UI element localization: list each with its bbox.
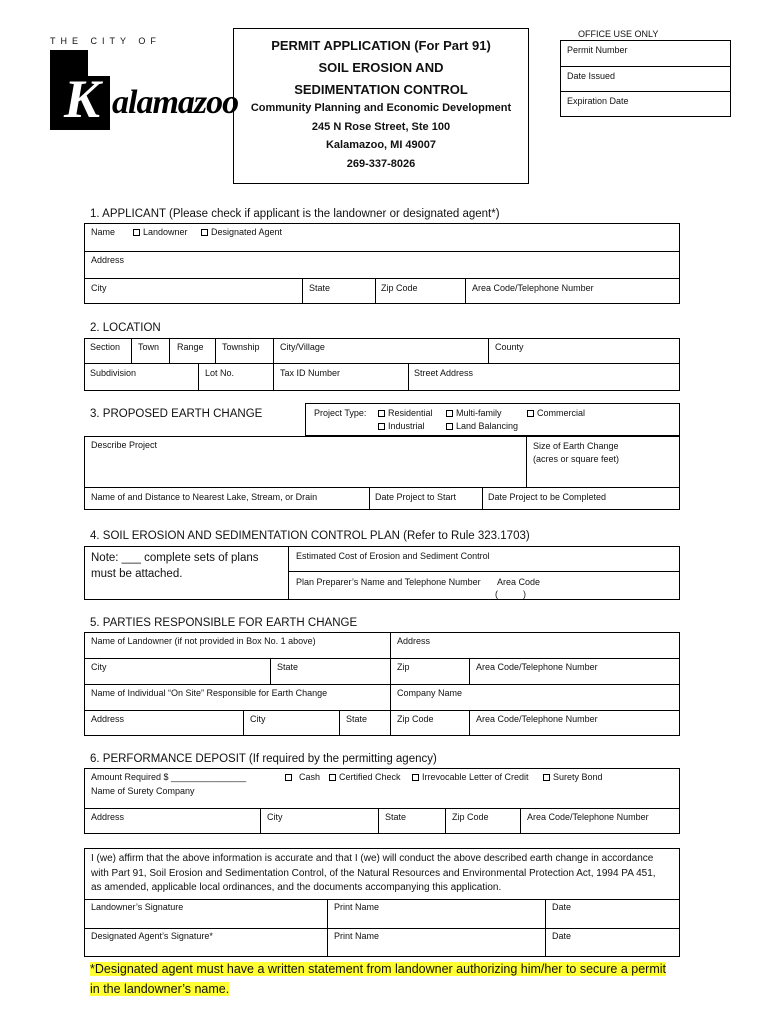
- affirmation-line-1: I (we) affirm that the above information is accurate and that I (we) will conduct the above described earth change in accordance: [91, 853, 654, 864]
- checkbox-icon: [527, 410, 534, 417]
- landowner-zip-field[interactable]: Zip: [397, 662, 410, 672]
- note-line-2: must be attached.: [91, 568, 183, 580]
- applicant-city-field[interactable]: City: [91, 283, 107, 293]
- checkbox-icon: [285, 774, 292, 781]
- date-start-field[interactable]: Date Project to Start: [375, 492, 457, 502]
- checkbox-icon: [446, 410, 453, 417]
- surety-address-field[interactable]: Address: [91, 812, 125, 822]
- checkbox-icon: [378, 410, 385, 417]
- section-6-heading: 6. PERFORMANCE DEPOSIT (If required by the permitting agency): [90, 753, 437, 765]
- permit-number-field[interactable]: Permit Number: [567, 45, 628, 55]
- affirmation-text: [91, 852, 656, 896]
- header-contact: [233, 99, 529, 173]
- nearest-water-field[interactable]: Name of and Distance to Nearest Lake, Stream, or Drain: [91, 492, 318, 502]
- checkbox-icon: [329, 774, 336, 781]
- date-issued-field[interactable]: Date Issued: [567, 71, 616, 81]
- area-code-field[interactable]: ( ): [495, 589, 526, 599]
- agent-date-field[interactable]: Date: [552, 931, 572, 941]
- office-use-title: OFFICE USE ONLY: [578, 29, 659, 39]
- residential-checkbox[interactable]: Residential: [378, 408, 433, 418]
- certified-check-checkbox[interactable]: Certified Check: [329, 772, 401, 782]
- surety-state-field[interactable]: State: [385, 812, 407, 822]
- onsite-zip-field[interactable]: Zip Code: [397, 714, 434, 724]
- amount-required-field[interactable]: Amount Required $ _______________: [91, 772, 247, 782]
- area-code-label: Area Code: [497, 577, 541, 587]
- checkbox-icon: [412, 774, 419, 781]
- town-field[interactable]: Town: [138, 342, 160, 352]
- applicant-address-field[interactable]: Address: [91, 255, 125, 265]
- plan-preparer-field[interactable]: Plan Preparer’s Name and Telephone Number: [296, 577, 481, 587]
- title-line-3: SEDIMENTATION CONTROL: [294, 82, 468, 97]
- checkbox-icon: [378, 423, 385, 430]
- dept-name: Community Planning and Economic Development: [250, 102, 512, 114]
- section-4-heading: 4. SOIL EROSION AND SEDIMENTATION CONTROL PLAN (Refer to Rule 323.1703): [90, 530, 530, 542]
- landowner-phone-field[interactable]: Area Code/Telephone Number: [476, 662, 598, 672]
- checkbox-icon: [543, 774, 550, 781]
- city-logo: [50, 50, 239, 130]
- describe-project-field[interactable]: Describe Project: [91, 440, 158, 450]
- landowner-print-name-field[interactable]: Print Name: [334, 902, 380, 912]
- onsite-address-field[interactable]: Address: [91, 714, 125, 724]
- agent-signature-field[interactable]: Designated Agent’s Signature*: [91, 931, 213, 941]
- date-complete-field[interactable]: Date Project to be Completed: [488, 492, 607, 502]
- landowner-signature-field[interactable]: Landowner’s Signature: [91, 902, 184, 912]
- checkbox-icon: [446, 423, 453, 430]
- section-field[interactable]: Section: [90, 342, 121, 352]
- onsite-city-field[interactable]: City: [250, 714, 266, 724]
- tax-id-field[interactable]: Tax ID Number: [280, 368, 341, 378]
- applicant-name-field[interactable]: Name: [91, 227, 116, 237]
- footnote-line-2: in the landowner’s name.: [90, 982, 230, 996]
- section-3-heading: 3. PROPOSED EARTH CHANGE: [90, 408, 263, 420]
- landowner-date-field[interactable]: Date: [552, 902, 572, 912]
- section-5-heading: 5. PARTIES RESPONSIBLE FOR EARTH CHANGE: [90, 617, 358, 629]
- onsite-individual-field[interactable]: Name of Individual “On Site” Responsible for Earth Change: [91, 688, 328, 698]
- landowner-checkbox[interactable]: Landowner: [133, 227, 188, 237]
- commercial-checkbox[interactable]: Commercial: [527, 408, 585, 418]
- irrevocable-letter-checkbox[interactable]: Irrevocable Letter of Credit: [412, 772, 529, 782]
- company-name-field[interactable]: Company Name: [397, 688, 463, 698]
- size-label: Size of Earth Change: [533, 441, 619, 451]
- landowner-city-field[interactable]: City: [91, 662, 107, 672]
- expiration-date-field[interactable]: Expiration Date: [567, 96, 629, 106]
- title-line-1: PERMIT APPLICATION (For Part 91): [271, 38, 491, 53]
- section-2-heading: 2. LOCATION: [90, 322, 161, 334]
- dept-address: 245 N Rose Street, Ste 100: [311, 120, 451, 133]
- note-line-1: Note: ___ complete sets of plans: [91, 552, 259, 564]
- applicant-state-field[interactable]: State: [309, 283, 331, 293]
- designated-agent-footnote: [90, 959, 666, 999]
- logo-k-letter: K: [64, 69, 101, 129]
- township-field[interactable]: Township: [222, 342, 260, 352]
- cash-checkbox[interactable]: Cash: [285, 772, 320, 782]
- affirmation-line-3: as amended, applicable local ordinances, and the documents accompanying this application.: [91, 882, 502, 893]
- designated-agent-checkbox[interactable]: Designated Agent: [201, 227, 282, 237]
- city-village-field[interactable]: City/Village: [280, 342, 325, 352]
- dept-phone: 269-337-8026: [346, 157, 416, 170]
- affirmation-line-2: with Part 91, Soil Erosion and Sedimentation Control, of the Natural Resources and Environmental Protection Act, 1994 PA 451,: [91, 867, 656, 879]
- multi-family-checkbox[interactable]: Multi-family: [446, 408, 502, 418]
- subdivision-field[interactable]: Subdivision: [90, 368, 137, 378]
- title-line-2: SOIL EROSION AND: [318, 60, 444, 75]
- logo-top-text: THE CITY OF: [50, 36, 161, 46]
- footnote-line-1: *Designated agent must have a written statement from landowner authorizing him/her to secure a permit: [90, 962, 666, 976]
- industrial-checkbox[interactable]: Industrial: [378, 421, 425, 431]
- project-type-label: Project Type:: [314, 408, 367, 418]
- size-earth-change-field[interactable]: [533, 440, 619, 466]
- street-address-field[interactable]: Street Address: [414, 368, 474, 378]
- landowner-state-field[interactable]: State: [277, 662, 299, 672]
- checkbox-icon: [133, 229, 140, 236]
- logo-wordmark: alamazoo: [112, 84, 239, 121]
- location-table: [84, 338, 680, 391]
- surety-company-field[interactable]: Name of Surety Company: [91, 786, 195, 796]
- range-field[interactable]: Range: [177, 342, 204, 352]
- applicant-zip-field[interactable]: Zip Code: [381, 283, 418, 293]
- section-1-heading: 1. APPLICANT (Please check if applicant is the landowner or designated agent*): [90, 208, 500, 220]
- county-field[interactable]: County: [495, 342, 524, 352]
- onsite-phone-field[interactable]: Area Code/Telephone Number: [476, 714, 598, 724]
- surety-zip-field[interactable]: Zip Code: [452, 812, 489, 822]
- checkbox-icon: [201, 229, 208, 236]
- surety-phone-field[interactable]: Area Code/Telephone Number: [527, 812, 649, 822]
- lot-number-field[interactable]: Lot No.: [205, 368, 235, 378]
- size-unit-label: (acres or square feet): [533, 454, 620, 464]
- dept-city: Kalamazoo, MI 49007: [325, 139, 437, 151]
- plans-note: [91, 550, 259, 582]
- landowner-address-field[interactable]: Address: [397, 636, 431, 646]
- land-balancing-checkbox[interactable]: Land Balancing: [446, 421, 518, 431]
- onsite-state-field[interactable]: State: [346, 714, 368, 724]
- landowner-name-field[interactable]: Name of Landowner (if not provided in Box No. 1 above): [91, 636, 316, 646]
- agent-print-name-field[interactable]: Print Name: [334, 931, 380, 941]
- header-title: [233, 36, 529, 100]
- surety-bond-checkbox[interactable]: Surety Bond: [543, 772, 603, 782]
- applicant-phone-field[interactable]: Area Code/Telephone Number: [472, 283, 594, 293]
- surety-city-field[interactable]: City: [267, 812, 283, 822]
- estimated-cost-field[interactable]: Estimated Cost of Erosion and Sediment Control: [296, 551, 490, 561]
